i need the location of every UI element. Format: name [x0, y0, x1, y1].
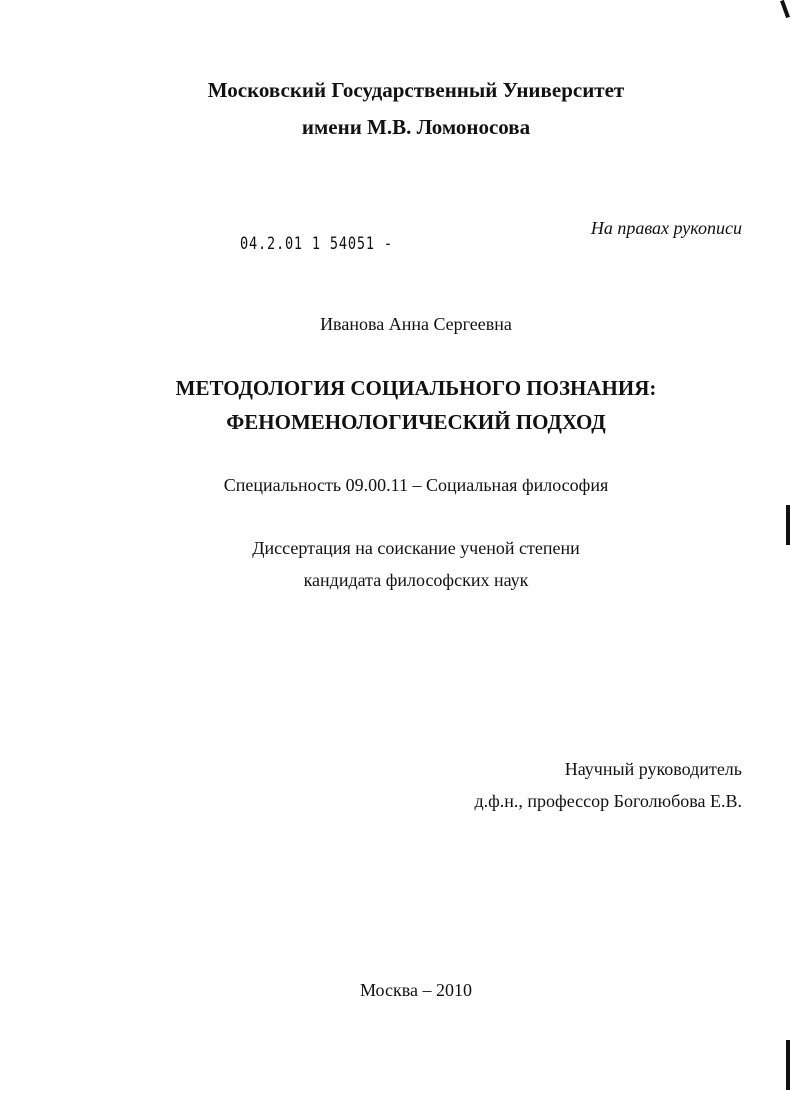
stamp-code-1: 04.2.01: [240, 234, 303, 254]
scan-artifact: [786, 1040, 790, 1090]
advisor-name: д.ф.н., профессор Боголюбова Е.В.: [474, 791, 742, 811]
author-name: Иванова Анна Сергеевна: [320, 314, 512, 334]
specialty: Специальность 09.00.11 – Социальная философия: [223, 475, 609, 495]
scan-artifact: [780, 0, 790, 18]
stamp-code-2: 1 54051 -: [311, 234, 393, 254]
rights-note: На правах рукописи: [590, 218, 742, 238]
university-name: Московский Государственный Университет: [207, 78, 625, 102]
university-name-2: имени М.В. Ломоносова: [301, 115, 531, 139]
place-year: Москва – 2010: [360, 980, 472, 1000]
advisor-label: Научный руководитель: [564, 759, 742, 779]
scan-artifact: [786, 505, 790, 545]
dissertation-line-2: кандидата философских наук: [303, 570, 529, 590]
dissertation-line-1: Диссертация на соискание ученой степени: [252, 538, 580, 558]
title-line-2: ФЕНОМЕНОЛОГИЧЕСКИЙ ПОДХОД: [226, 410, 606, 434]
title-line-1: МЕТОДОЛОГИЯ СОЦИАЛЬНОГО ПОЗНАНИЯ:: [175, 376, 657, 400]
stamp-code: [240, 234, 393, 254]
